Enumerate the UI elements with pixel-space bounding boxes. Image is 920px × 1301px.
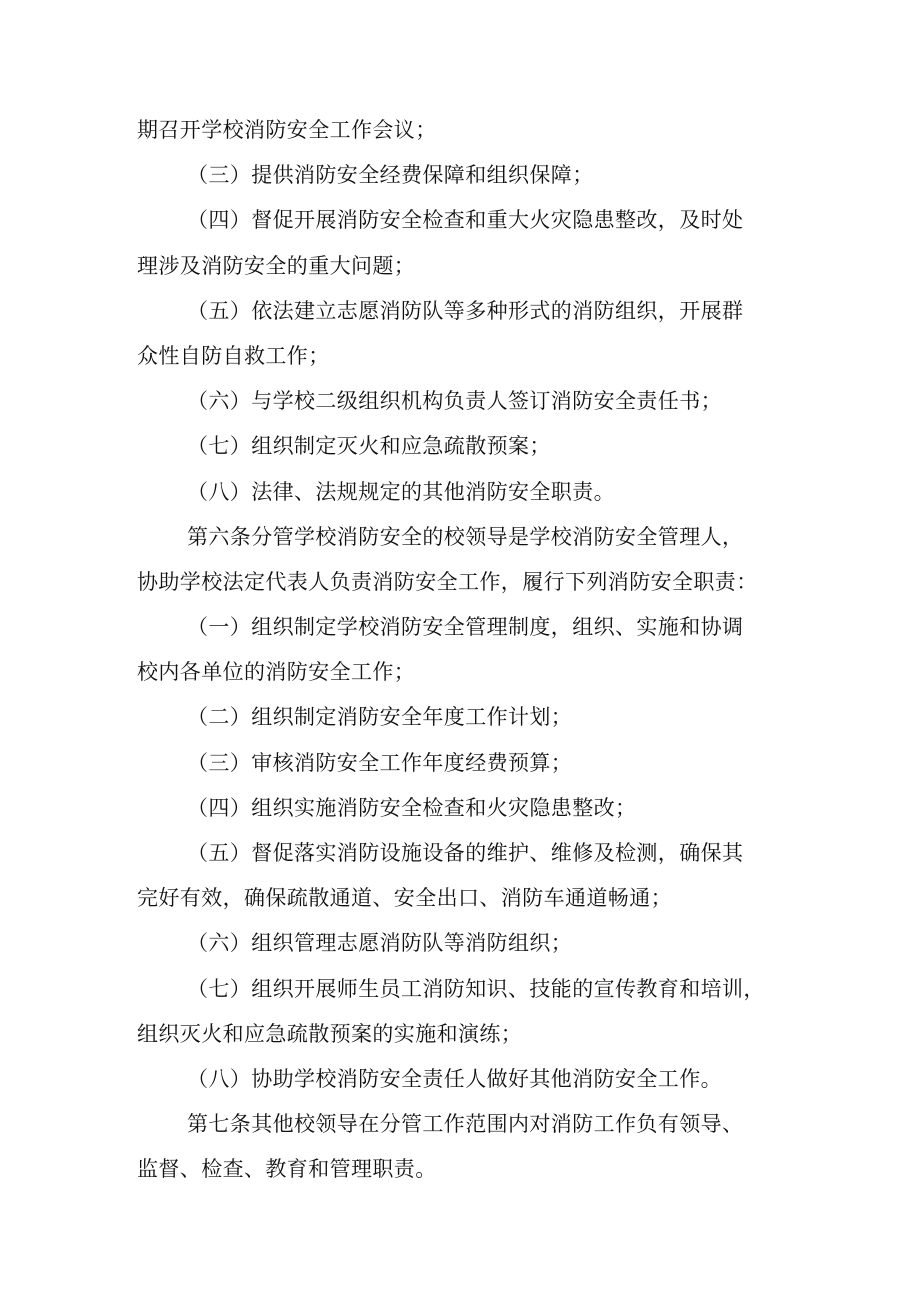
text-line: （七）组织开展师生员工消防知识、技能的宣传教育和培训， [187, 976, 765, 1001]
text-line: （二）组织制定消防安全年度工作计划； [187, 705, 573, 730]
text-line: （五）督促落实消防设施设备的维护、维修及检测，确保其 [187, 841, 744, 865]
text-line: （三）提供消防安全经费保障和组织保障； [187, 163, 594, 188]
text-line: 监督、检查、教育和管理职责。 [137, 1157, 437, 1182]
text-line: （三）审核消防安全工作年度经费预算； [187, 750, 573, 775]
text-line: 完好有效，确保疏散通道、安全出口、消防车通道畅通； [137, 886, 672, 911]
text-line: 第六条分管学校消防安全的校领导是学校消防安全管理人， [187, 524, 744, 549]
text-line: （一）组织制定学校消防安全管理制度，组织、实施和协调 [187, 615, 744, 640]
text-line: （八）协助学校消防安全责任人做好其他消防安全工作。 [187, 1066, 722, 1091]
text-line: （七）组织制定灭火和应急疏散预案； [187, 434, 551, 459]
text-line: （八）法律、法规规定的其他消防安全职责。 [187, 479, 615, 504]
text-line: 校内各单位的消防安全工作； [137, 660, 416, 685]
text-line: 期召开学校消防安全工作会议； [137, 118, 437, 142]
text-line: 第七条其他校领导在分管工作范围内对消防工作负有领导、 [187, 1112, 744, 1137]
text-line: （六）组织管理志愿消防队等消防组织； [187, 931, 573, 956]
text-line: 协助学校法定代表人负责消防安全工作，履行下列消防安全职责： [137, 569, 758, 594]
text-line: （四）督促开展消防安全检查和重大火灾隐患整改，及时处 [187, 208, 744, 233]
text-line: （五）依法建立志愿消防队等多种形式的消防组织，开展群 [187, 298, 744, 323]
text-line: 众性自防自救工作； [137, 343, 330, 368]
text-line: 组织灭火和应急疏散预案的实施和演练； [137, 1021, 523, 1046]
text-line: （六）与学校二级组织机构负责人签订消防安全责任书； [187, 389, 722, 414]
document-body [137, 108, 797, 1193]
text-line: （四）组织实施消防安全检查和火灾隐患整改； [187, 795, 637, 820]
text-line: 理涉及消防安全的重大问题； [137, 253, 416, 278]
